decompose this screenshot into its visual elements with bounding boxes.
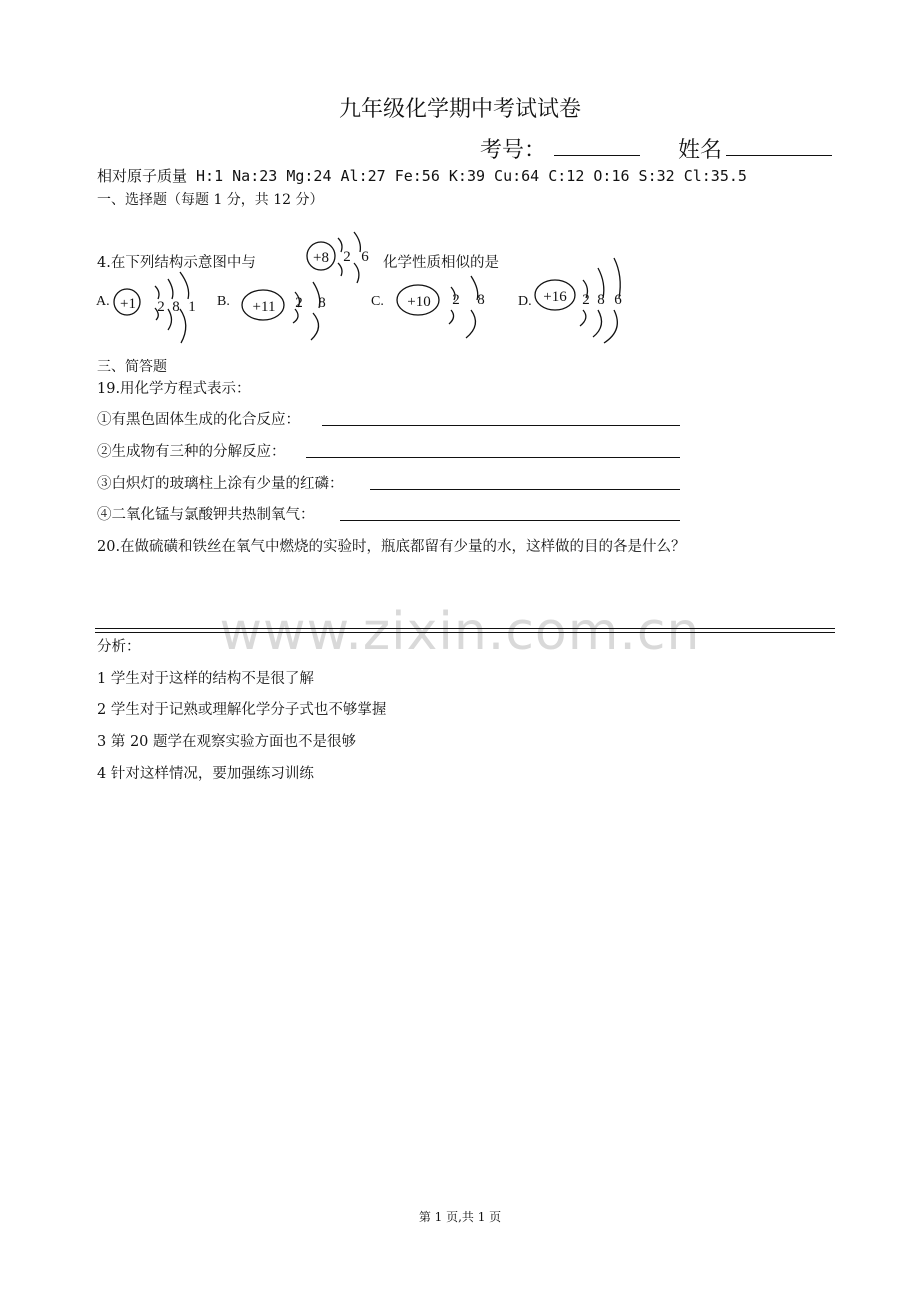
watermark: www.zixin.com.cn	[219, 602, 701, 662]
exam-number-label: 考号：	[480, 138, 547, 163]
analysis-point-4: 4 针对这样情况，要加强练习训练	[97, 766, 314, 782]
q19-answer-line-2[interactable]	[306, 456, 680, 458]
option-d-nucleus: +16	[543, 289, 567, 305]
reference-arc-1	[338, 238, 342, 252]
option-c-nucleus: +10	[407, 294, 431, 310]
option-b-shell-1: 2	[295, 295, 303, 311]
reference-arc-2	[354, 232, 360, 252]
section-3-heading: 三、简答题	[97, 359, 167, 375]
analysis-point-2: 2 学生对于记熟或理解化学分子式也不够掌握	[97, 702, 387, 718]
option-d-shell-1: 2	[582, 292, 590, 308]
option-c-shell-1: 2	[452, 292, 460, 308]
analysis-heading: 分析：	[97, 639, 141, 655]
option-a-nucleus: +1	[120, 296, 136, 312]
option-b-letter: B.	[217, 294, 230, 309]
reference-shell-2: 6	[361, 249, 369, 265]
option-d-shell-2: 8	[597, 292, 605, 308]
option-d-letter: D.	[518, 294, 532, 309]
option-a-letter: A.	[96, 294, 110, 309]
q19-answer-line-1[interactable]	[322, 424, 680, 426]
option-a-shell-2: 8	[172, 299, 180, 315]
q4-prefix: 4.在下列结构示意图中与	[97, 255, 256, 271]
q19-item-2: ②生成物有三种的分解反应：	[97, 444, 286, 460]
option-a-shell-1: 2	[157, 299, 165, 315]
q19-item-4: ④二氧化锰与氯酸钾共热制氧气：	[97, 507, 315, 523]
page-footer: 第 1 页,共 1 页	[418, 1210, 502, 1224]
atom-structure-diagrams	[0, 0, 920, 360]
analysis-point-3: 3 第 20 题学在观察实验方面也不是很够	[97, 734, 357, 750]
reference-shell-1: 2	[343, 249, 351, 265]
q19-answer-line-3[interactable]	[370, 488, 680, 490]
relative-atomic-masses: 相对原子质量 H:1 Na:23 Mg:24 Al:27 Fe:56 K:39 Cu:64 C:12 O:16 S:32 Cl:35.5	[97, 167, 747, 185]
analysis-point-1: 1 学生对于这样的结构不是很了解	[97, 671, 314, 687]
option-b-shell-2: 8	[318, 295, 326, 311]
option-b-nucleus: +11	[252, 299, 276, 315]
q4-suffix: 化学性质相似的是	[383, 255, 499, 271]
page-title: 九年级化学期中考试试卷	[338, 97, 581, 122]
q19-item-3: ③白炽灯的玻璃柱上涂有少量的红磷：	[97, 476, 344, 492]
q20-question: 20.在做硫磺和铁丝在氧气中燃烧的实验时，瓶底都留有少量的水，这样做的目的各是什么？	[97, 539, 686, 555]
option-c-shell-2: 8	[477, 292, 485, 308]
reference-arc-1b	[338, 263, 342, 276]
name-label: 姓名	[678, 138, 723, 163]
divider-line-double	[95, 632, 835, 633]
reference-nucleus: +8	[313, 250, 329, 266]
option-a-shell-3: 1	[188, 299, 196, 315]
q19-item-1: ①有黑色固体生成的化合反应：	[97, 412, 300, 428]
reference-arc-2b	[354, 263, 359, 283]
q19-prompt: 19.用化学方程式表示：	[97, 381, 251, 397]
q19-answer-line-4[interactable]	[340, 519, 680, 521]
option-d-shell-3: 6	[614, 292, 622, 308]
divider-line	[95, 628, 835, 629]
option-c-letter: C.	[371, 294, 384, 309]
section-1-heading: 一、选择题（每题 1 分，共 12 分）	[97, 192, 324, 208]
